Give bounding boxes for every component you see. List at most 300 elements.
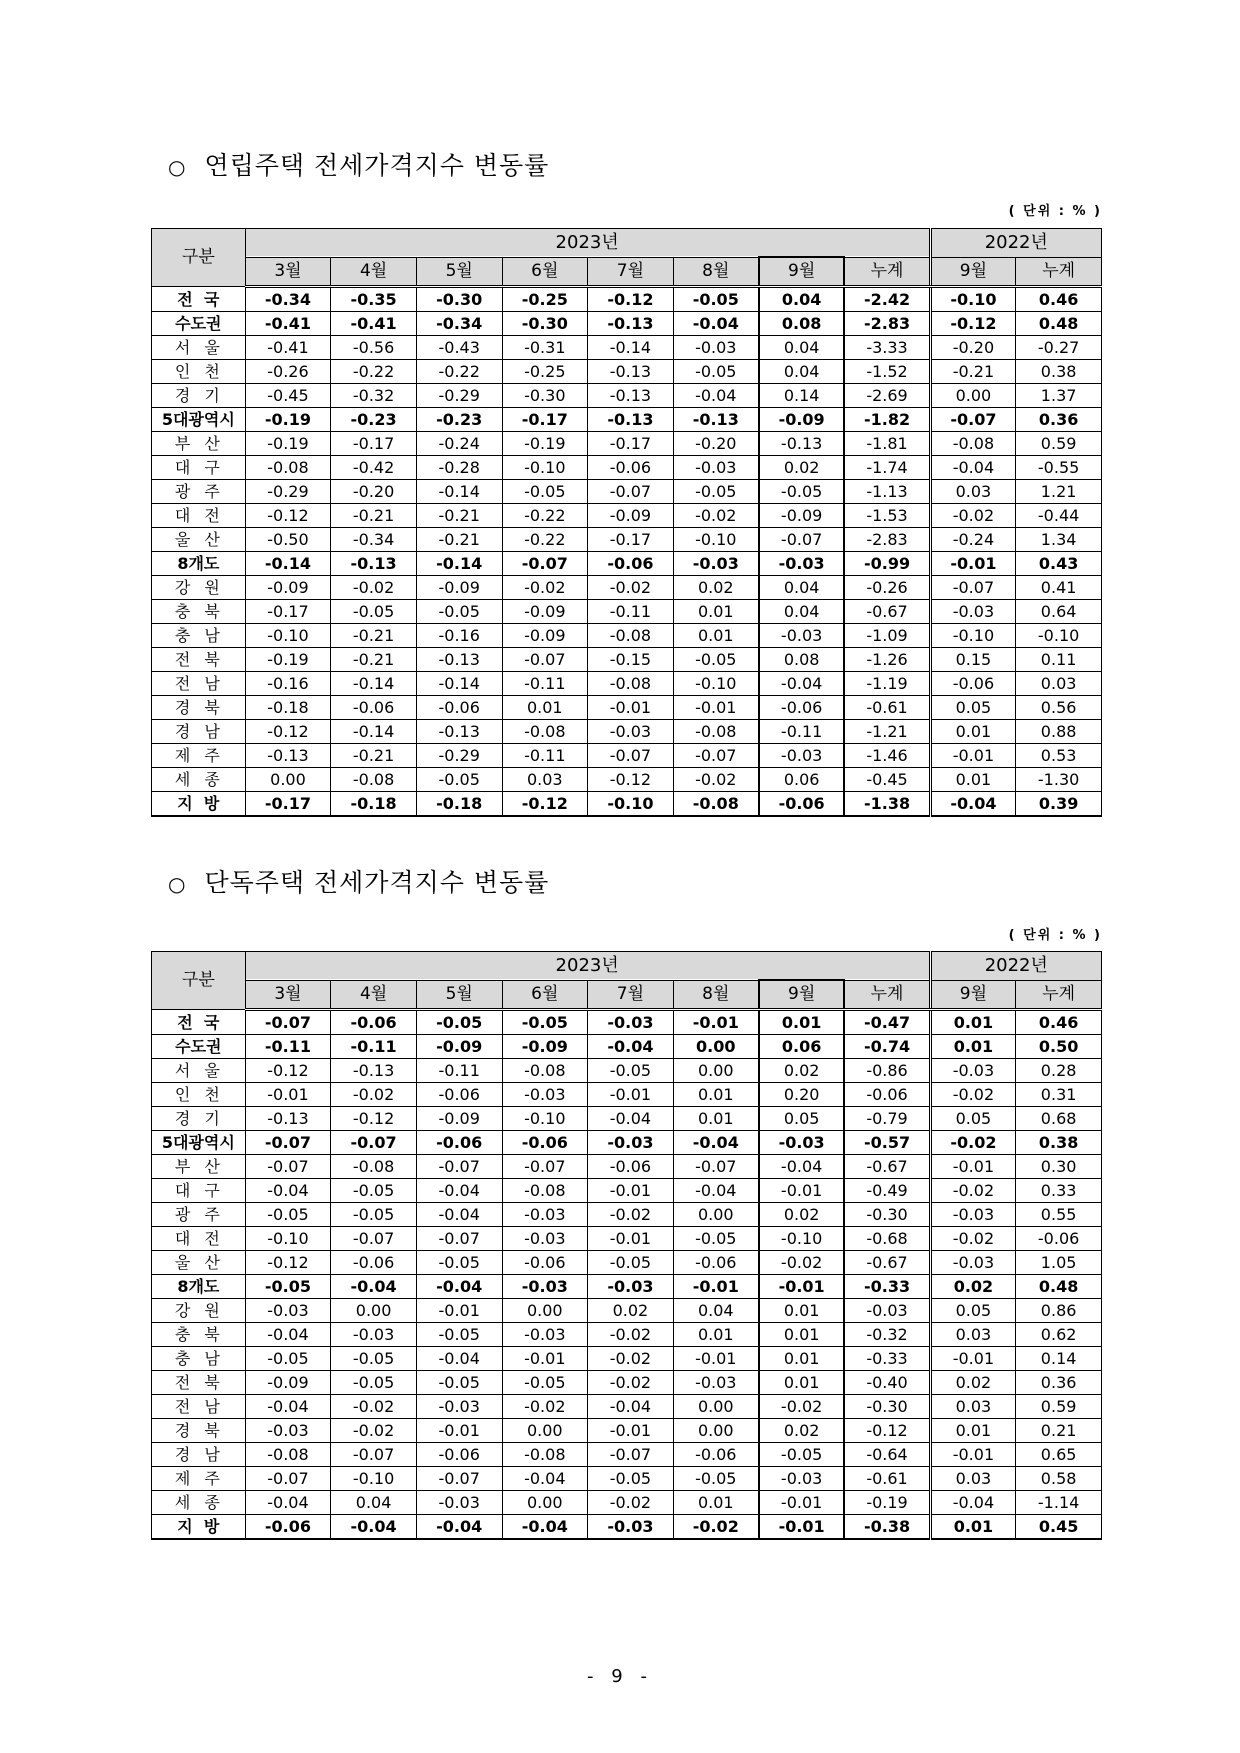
value-cell: -0.30 bbox=[844, 1203, 930, 1227]
value-cell: -0.03 bbox=[759, 624, 845, 648]
value-cell: -0.09 bbox=[502, 600, 588, 624]
value-cell: 0.45 bbox=[1016, 1515, 1102, 1540]
value-cell: -0.17 bbox=[588, 528, 674, 552]
value-cell: -0.06 bbox=[930, 672, 1016, 696]
value-cell: -0.04 bbox=[416, 1515, 502, 1540]
value-cell: -0.05 bbox=[245, 1347, 331, 1371]
value-cell: -0.12 bbox=[588, 287, 674, 312]
table-row bbox=[152, 1347, 1102, 1371]
value-cell: -0.04 bbox=[588, 1107, 674, 1131]
value-cell: -0.04 bbox=[245, 1491, 331, 1515]
value-cell: -0.22 bbox=[502, 528, 588, 552]
value-cell: -0.04 bbox=[759, 1155, 845, 1179]
value-cell: -0.01 bbox=[588, 1227, 674, 1251]
value-cell: -0.04 bbox=[930, 792, 1016, 817]
value-cell: -0.08 bbox=[502, 1443, 588, 1467]
region-name: 광주 bbox=[152, 480, 246, 504]
value-cell: 0.04 bbox=[331, 1491, 417, 1515]
value-cell: -0.13 bbox=[245, 1107, 331, 1131]
value-cell: -0.41 bbox=[245, 336, 331, 360]
table-row bbox=[152, 648, 1102, 672]
value-cell: -0.03 bbox=[930, 1059, 1016, 1083]
value-cell: 0.03 bbox=[930, 1323, 1016, 1347]
value-cell: -0.02 bbox=[331, 1083, 417, 1107]
value-cell: -0.04 bbox=[416, 1179, 502, 1203]
value-cell: 0.55 bbox=[1016, 1203, 1102, 1227]
region-name: 전북 bbox=[152, 648, 246, 672]
value-cell: -0.03 bbox=[759, 744, 845, 768]
value-cell: -0.41 bbox=[245, 312, 331, 336]
value-cell: -0.03 bbox=[416, 1491, 502, 1515]
value-cell: 0.33 bbox=[1016, 1179, 1102, 1203]
value-cell: -0.19 bbox=[245, 432, 331, 456]
value-cell: 0.50 bbox=[1016, 1035, 1102, 1059]
value-cell: -0.21 bbox=[331, 504, 417, 528]
value-cell: -0.05 bbox=[331, 1347, 417, 1371]
table-row bbox=[152, 1010, 1102, 1035]
region-name: 전북 bbox=[152, 1371, 246, 1395]
value-cell: 0.04 bbox=[673, 1299, 759, 1323]
value-cell: -0.05 bbox=[502, 480, 588, 504]
value-cell: -0.10 bbox=[673, 528, 759, 552]
value-cell: -0.13 bbox=[245, 744, 331, 768]
value-cell: 0.05 bbox=[930, 1299, 1016, 1323]
table-row bbox=[152, 1515, 1102, 1540]
region-name: 울산 bbox=[152, 528, 246, 552]
value-cell: -0.07 bbox=[331, 1227, 417, 1251]
value-cell: 0.56 bbox=[1016, 696, 1102, 720]
value-cell: -0.05 bbox=[673, 360, 759, 384]
value-cell: -0.07 bbox=[588, 744, 674, 768]
value-cell: -0.22 bbox=[502, 504, 588, 528]
value-cell: -0.11 bbox=[245, 1035, 331, 1059]
value-cell: -0.17 bbox=[331, 432, 417, 456]
value-cell: -0.10 bbox=[588, 792, 674, 817]
header-month: 8월 bbox=[673, 257, 759, 287]
region-name: 부산 bbox=[152, 432, 246, 456]
header-prev-col: 누계 bbox=[1016, 980, 1102, 1010]
value-cell: -0.01 bbox=[930, 1443, 1016, 1467]
region-name: 충남 bbox=[152, 1347, 246, 1371]
value-cell: 0.01 bbox=[759, 1347, 845, 1371]
value-cell: -0.23 bbox=[416, 408, 502, 432]
value-cell: -0.12 bbox=[502, 792, 588, 817]
header-month: 9월 bbox=[759, 980, 845, 1010]
value-cell: 1.37 bbox=[1016, 384, 1102, 408]
table-row bbox=[152, 696, 1102, 720]
value-cell: -0.05 bbox=[502, 1371, 588, 1395]
value-cell: -0.10 bbox=[1016, 624, 1102, 648]
value-cell: -0.13 bbox=[416, 720, 502, 744]
table-row bbox=[152, 672, 1102, 696]
value-cell: -0.03 bbox=[588, 1275, 674, 1299]
value-cell: 0.00 bbox=[673, 1395, 759, 1419]
table-row bbox=[152, 1131, 1102, 1155]
value-cell: -0.38 bbox=[844, 1515, 930, 1540]
value-cell: 0.02 bbox=[673, 576, 759, 600]
value-cell: 0.38 bbox=[1016, 1131, 1102, 1155]
value-cell: -0.02 bbox=[759, 1395, 845, 1419]
value-cell: -0.05 bbox=[588, 1059, 674, 1083]
value-cell: -0.08 bbox=[673, 792, 759, 817]
value-cell: -0.12 bbox=[245, 504, 331, 528]
value-cell: -0.20 bbox=[673, 432, 759, 456]
value-cell: -0.07 bbox=[502, 1155, 588, 1179]
detached-jeonse-table bbox=[151, 951, 1102, 1540]
value-cell: -0.05 bbox=[416, 1371, 502, 1395]
value-cell: -0.03 bbox=[245, 1419, 331, 1443]
value-cell: -0.09 bbox=[759, 408, 845, 432]
value-cell: -0.04 bbox=[416, 1275, 502, 1299]
value-cell: 0.05 bbox=[930, 1107, 1016, 1131]
value-cell: -0.06 bbox=[416, 1443, 502, 1467]
value-cell: -0.01 bbox=[759, 1179, 845, 1203]
value-cell: -0.06 bbox=[331, 1251, 417, 1275]
value-cell: -0.17 bbox=[245, 600, 331, 624]
value-cell: -0.04 bbox=[673, 1131, 759, 1155]
value-cell: 0.00 bbox=[673, 1419, 759, 1443]
value-cell: -0.13 bbox=[588, 384, 674, 408]
table-row bbox=[152, 720, 1102, 744]
value-cell: -0.25 bbox=[502, 287, 588, 312]
value-cell: -0.42 bbox=[331, 456, 417, 480]
value-cell: -0.02 bbox=[673, 504, 759, 528]
value-cell: -0.23 bbox=[331, 408, 417, 432]
value-cell: -0.12 bbox=[331, 1107, 417, 1131]
value-cell: -0.09 bbox=[759, 504, 845, 528]
value-cell: -0.08 bbox=[930, 432, 1016, 456]
value-cell: -0.07 bbox=[588, 1443, 674, 1467]
region-name: 대구 bbox=[152, 456, 246, 480]
value-cell: -0.11 bbox=[416, 1059, 502, 1083]
value-cell: -0.12 bbox=[844, 1419, 930, 1443]
table-row bbox=[152, 312, 1102, 336]
value-cell: -0.01 bbox=[673, 1347, 759, 1371]
value-cell: -0.79 bbox=[844, 1107, 930, 1131]
value-cell: -0.10 bbox=[502, 456, 588, 480]
value-cell: -0.13 bbox=[673, 408, 759, 432]
value-cell: -0.17 bbox=[588, 432, 674, 456]
value-cell: -0.05 bbox=[673, 648, 759, 672]
value-cell: -0.10 bbox=[930, 287, 1016, 312]
table-row bbox=[152, 1467, 1102, 1491]
value-cell: -0.67 bbox=[844, 1155, 930, 1179]
value-cell: 0.04 bbox=[759, 576, 845, 600]
value-cell: -0.08 bbox=[245, 1443, 331, 1467]
value-cell: 0.58 bbox=[1016, 1467, 1102, 1491]
header-month: 5월 bbox=[416, 257, 502, 287]
value-cell: -1.19 bbox=[844, 672, 930, 696]
value-cell: -0.04 bbox=[930, 456, 1016, 480]
value-cell: -0.41 bbox=[331, 312, 417, 336]
value-cell: -0.02 bbox=[930, 1131, 1016, 1155]
value-cell: -2.69 bbox=[844, 384, 930, 408]
table-row bbox=[152, 528, 1102, 552]
header-year-current: 2023년 bbox=[245, 952, 930, 981]
value-cell: -0.02 bbox=[930, 1083, 1016, 1107]
region-name: 세종 bbox=[152, 1491, 246, 1515]
table-row bbox=[152, 1155, 1102, 1179]
value-cell: -0.02 bbox=[930, 1179, 1016, 1203]
value-cell: -0.01 bbox=[673, 1010, 759, 1035]
value-cell: -0.01 bbox=[759, 1491, 845, 1515]
value-cell: -0.01 bbox=[588, 696, 674, 720]
header-year-prev: 2022년 bbox=[930, 952, 1101, 981]
value-cell: -0.03 bbox=[588, 720, 674, 744]
value-cell: -0.07 bbox=[673, 744, 759, 768]
table-row bbox=[152, 1395, 1102, 1419]
value-cell: -0.22 bbox=[331, 360, 417, 384]
table-row bbox=[152, 1371, 1102, 1395]
value-cell: -0.07 bbox=[502, 552, 588, 576]
value-cell: -0.47 bbox=[844, 1010, 930, 1035]
value-cell: -0.10 bbox=[502, 1107, 588, 1131]
value-cell: -0.09 bbox=[416, 576, 502, 600]
value-cell: -0.12 bbox=[245, 720, 331, 744]
value-cell: -0.29 bbox=[245, 480, 331, 504]
value-cell: -0.21 bbox=[930, 360, 1016, 384]
table-row bbox=[152, 1227, 1102, 1251]
value-cell: -0.09 bbox=[502, 1035, 588, 1059]
region-name: 8개도 bbox=[152, 1275, 246, 1299]
value-cell: -0.26 bbox=[245, 360, 331, 384]
value-cell: -0.03 bbox=[502, 1275, 588, 1299]
value-cell: -0.19 bbox=[502, 432, 588, 456]
value-cell: -0.18 bbox=[245, 696, 331, 720]
value-cell: -0.01 bbox=[673, 696, 759, 720]
value-cell: -0.19 bbox=[844, 1491, 930, 1515]
value-cell: -0.12 bbox=[245, 1059, 331, 1083]
value-cell: -0.07 bbox=[416, 1467, 502, 1491]
value-cell: 0.04 bbox=[759, 360, 845, 384]
table-row bbox=[152, 456, 1102, 480]
region-name: 인천 bbox=[152, 360, 246, 384]
value-cell: -0.14 bbox=[331, 720, 417, 744]
value-cell: -0.03 bbox=[673, 1371, 759, 1395]
value-cell: 0.00 bbox=[930, 384, 1016, 408]
value-cell: 0.01 bbox=[759, 1299, 845, 1323]
value-cell: -0.12 bbox=[930, 312, 1016, 336]
value-cell: -1.52 bbox=[844, 360, 930, 384]
value-cell: -0.04 bbox=[502, 1467, 588, 1491]
value-cell: -0.05 bbox=[416, 1251, 502, 1275]
value-cell: -0.24 bbox=[416, 432, 502, 456]
value-cell: -0.68 bbox=[844, 1227, 930, 1251]
value-cell: -0.30 bbox=[416, 287, 502, 312]
region-name: 광주 bbox=[152, 1203, 246, 1227]
value-cell: 1.05 bbox=[1016, 1251, 1102, 1275]
value-cell: 0.48 bbox=[1016, 1275, 1102, 1299]
value-cell: -0.03 bbox=[416, 1395, 502, 1419]
value-cell: -0.27 bbox=[1016, 336, 1102, 360]
table-row bbox=[152, 1179, 1102, 1203]
value-cell: 0.02 bbox=[930, 1371, 1016, 1395]
value-cell: -0.86 bbox=[844, 1059, 930, 1083]
value-cell: -0.06 bbox=[416, 696, 502, 720]
header-month: 5월 bbox=[416, 980, 502, 1010]
header-category: 구분 bbox=[152, 952, 246, 1010]
value-cell: 0.46 bbox=[1016, 1010, 1102, 1035]
value-cell: -0.01 bbox=[673, 1275, 759, 1299]
value-cell: -0.01 bbox=[930, 1155, 1016, 1179]
value-cell: -0.05 bbox=[588, 1467, 674, 1491]
value-cell: 0.01 bbox=[930, 1515, 1016, 1540]
value-cell: -0.05 bbox=[331, 1371, 417, 1395]
value-cell: -0.25 bbox=[502, 360, 588, 384]
value-cell: -0.16 bbox=[416, 624, 502, 648]
value-cell: -0.07 bbox=[331, 1131, 417, 1155]
header-month: 7월 bbox=[588, 257, 674, 287]
value-cell: -1.74 bbox=[844, 456, 930, 480]
region-name: 수도권 bbox=[152, 1035, 246, 1059]
value-cell: -0.03 bbox=[759, 552, 845, 576]
value-cell: -0.01 bbox=[416, 1299, 502, 1323]
value-cell: -0.56 bbox=[331, 336, 417, 360]
table-row bbox=[152, 480, 1102, 504]
table-row bbox=[152, 768, 1102, 792]
value-cell: -0.07 bbox=[930, 576, 1016, 600]
value-cell: -0.01 bbox=[416, 1419, 502, 1443]
table-row bbox=[152, 1491, 1102, 1515]
region-name: 전 국 bbox=[152, 1010, 246, 1035]
value-cell: -0.05 bbox=[416, 1010, 502, 1035]
value-cell: -0.05 bbox=[331, 1203, 417, 1227]
value-cell: -0.09 bbox=[502, 624, 588, 648]
value-cell: -0.02 bbox=[673, 1515, 759, 1540]
value-cell: -0.14 bbox=[588, 336, 674, 360]
value-cell: -0.05 bbox=[416, 768, 502, 792]
value-cell: 0.01 bbox=[930, 720, 1016, 744]
value-cell: 0.14 bbox=[1016, 1347, 1102, 1371]
value-cell: -0.09 bbox=[588, 504, 674, 528]
value-cell: -0.02 bbox=[759, 1251, 845, 1275]
table-row bbox=[152, 287, 1102, 312]
value-cell: 0.59 bbox=[1016, 432, 1102, 456]
value-cell: 0.62 bbox=[1016, 1323, 1102, 1347]
value-cell: -0.20 bbox=[930, 336, 1016, 360]
value-cell: -0.04 bbox=[588, 1395, 674, 1419]
table-row bbox=[152, 1203, 1102, 1227]
value-cell: -0.01 bbox=[930, 744, 1016, 768]
region-name: 충북 bbox=[152, 600, 246, 624]
value-cell: -0.21 bbox=[331, 648, 417, 672]
value-cell: -0.14 bbox=[416, 480, 502, 504]
value-cell: -0.06 bbox=[331, 696, 417, 720]
header-month: 3월 bbox=[245, 980, 331, 1010]
region-name: 세종 bbox=[152, 768, 246, 792]
value-cell: -0.02 bbox=[502, 576, 588, 600]
value-cell: -0.14 bbox=[416, 672, 502, 696]
value-cell: -0.07 bbox=[245, 1155, 331, 1179]
table-row bbox=[152, 1299, 1102, 1323]
value-cell: 0.00 bbox=[245, 768, 331, 792]
value-cell: -2.42 bbox=[844, 287, 930, 312]
value-cell: -0.05 bbox=[331, 600, 417, 624]
region-name: 제주 bbox=[152, 1467, 246, 1491]
value-cell: -0.03 bbox=[588, 1131, 674, 1155]
value-cell: -0.09 bbox=[416, 1107, 502, 1131]
value-cell: -0.08 bbox=[502, 720, 588, 744]
table-row bbox=[152, 600, 1102, 624]
value-cell: -0.08 bbox=[245, 456, 331, 480]
value-cell: -0.01 bbox=[930, 1347, 1016, 1371]
value-cell: 0.01 bbox=[930, 1419, 1016, 1443]
value-cell: 0.15 bbox=[930, 648, 1016, 672]
value-cell: -0.10 bbox=[245, 1227, 331, 1251]
value-cell: -0.04 bbox=[245, 1395, 331, 1419]
value-cell: -0.57 bbox=[844, 1131, 930, 1155]
value-cell: -0.20 bbox=[331, 480, 417, 504]
value-cell: -0.05 bbox=[416, 1323, 502, 1347]
circle-bullet-icon: ○ bbox=[168, 155, 187, 179]
value-cell: -0.06 bbox=[588, 456, 674, 480]
value-cell: -1.81 bbox=[844, 432, 930, 456]
value-cell: -0.21 bbox=[416, 504, 502, 528]
value-cell: -0.02 bbox=[588, 576, 674, 600]
value-cell: 0.02 bbox=[759, 456, 845, 480]
value-cell: -0.02 bbox=[930, 504, 1016, 528]
value-cell: -0.09 bbox=[245, 1371, 331, 1395]
value-cell: -0.06 bbox=[673, 1251, 759, 1275]
table-row bbox=[152, 792, 1102, 817]
value-cell: 0.04 bbox=[759, 287, 845, 312]
value-cell: -0.06 bbox=[588, 1155, 674, 1179]
value-cell: 0.01 bbox=[673, 1323, 759, 1347]
value-cell: -0.06 bbox=[245, 1515, 331, 1540]
value-cell: 0.06 bbox=[759, 1035, 845, 1059]
region-name: 강원 bbox=[152, 1299, 246, 1323]
table-row bbox=[152, 552, 1102, 576]
value-cell: -0.07 bbox=[245, 1131, 331, 1155]
value-cell: -0.11 bbox=[759, 720, 845, 744]
value-cell: -0.34 bbox=[245, 287, 331, 312]
table-row bbox=[152, 1443, 1102, 1467]
value-cell: -0.06 bbox=[673, 1443, 759, 1467]
value-cell: -1.26 bbox=[844, 648, 930, 672]
value-cell: -2.83 bbox=[844, 528, 930, 552]
value-cell: 0.03 bbox=[930, 1467, 1016, 1491]
value-cell: -0.08 bbox=[331, 1155, 417, 1179]
region-name: 경북 bbox=[152, 696, 246, 720]
value-cell: -0.03 bbox=[673, 336, 759, 360]
value-cell: 0.02 bbox=[759, 1203, 845, 1227]
table-row bbox=[152, 576, 1102, 600]
value-cell: -0.08 bbox=[673, 720, 759, 744]
value-cell: 0.04 bbox=[759, 600, 845, 624]
value-cell: -0.03 bbox=[673, 456, 759, 480]
value-cell: -0.08 bbox=[502, 1059, 588, 1083]
value-cell: -0.04 bbox=[673, 312, 759, 336]
value-cell: -0.01 bbox=[502, 1347, 588, 1371]
value-cell: 0.05 bbox=[759, 1107, 845, 1131]
value-cell: -0.04 bbox=[331, 1275, 417, 1299]
header-prev-col: 누계 bbox=[1016, 257, 1102, 287]
header-month: 4월 bbox=[331, 980, 417, 1010]
value-cell: -0.03 bbox=[502, 1227, 588, 1251]
value-cell: -0.07 bbox=[245, 1467, 331, 1491]
region-name: 충남 bbox=[152, 624, 246, 648]
value-cell: -0.03 bbox=[759, 1467, 845, 1491]
value-cell: -0.74 bbox=[844, 1035, 930, 1059]
region-name: 지 방 bbox=[152, 1515, 246, 1540]
value-cell: 0.21 bbox=[1016, 1419, 1102, 1443]
value-cell: -0.04 bbox=[930, 1491, 1016, 1515]
header-month: 누계 bbox=[844, 980, 930, 1010]
value-cell: -0.05 bbox=[673, 287, 759, 312]
section-title-rowhouse: ○ 연립주택 전세가격지수 변동률 bbox=[168, 151, 550, 180]
value-cell: -0.07 bbox=[930, 408, 1016, 432]
value-cell: -0.07 bbox=[588, 480, 674, 504]
